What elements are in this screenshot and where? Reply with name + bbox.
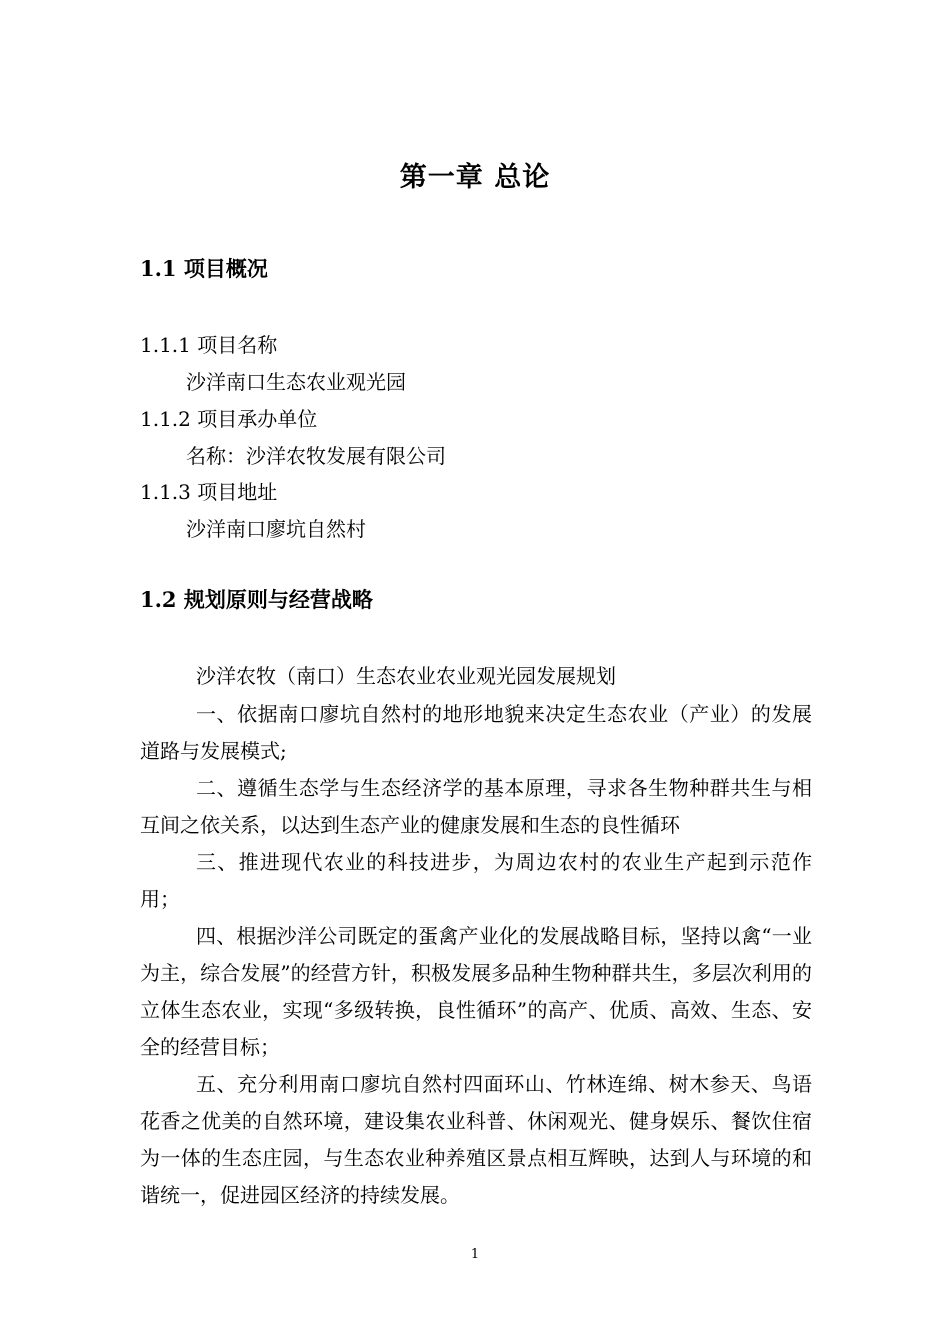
subsection-heading-1-1-3: 1.1.3 项目地址 [140,480,278,504]
subsection-heading-1-1-1: 1.1.1 项目名称 [140,333,278,357]
principle-paragraph-4: 四、根据沙洋公司既定的蛋禽产业化的发展战略目标，坚持以禽“一业为主，综合发展”的经营方针，积极发展多品种生物种群共生，多层次利用的立体生态农业，实现“多级转换，良性循环”的高产、优质、高效、生态、安全的经营目标； [140,924,812,1059]
principle-paragraph-5: 五、充分利用南口廖坑自然村四面环山、竹林连绵、树木参天、鸟语花香之优美的自然环境，建设集农业科普、休闲观光、健身娱乐、餐饮住宿为一体的生态庄园，与生态农业种养殖区景点相互辉映，达到人与环境的和谐统一，促进园区经济的持续发展。 [140,1072,812,1207]
principle-paragraph-3: 三、推进现代农业的科技进步，为周边农村的农业生产起到示范作用； [140,850,812,911]
page-number: 1 [470,1247,480,1262]
principle-paragraph-1: 一、依据南口廖坑自然村的地形地貌来决定生态农业（产业）的发展道路与发展模式; [140,702,812,763]
plan-intro: 沙洋农牧（南口）生态农业农业观光园发展规划 [196,664,616,688]
section-heading-1-2: 1.2 规划原则与经营战略 [140,587,373,612]
project-name-value: 沙洋南口生态农业观光园 [186,370,406,394]
subsection-heading-1-1-2: 1.1.2 项目承办单位 [140,407,318,431]
chapter-title: 第一章 总论 [399,162,551,193]
project-address-value: 沙洋南口廖坑自然村 [186,517,366,541]
section-heading-1-1: 1.1 项目概况 [140,256,268,281]
principle-paragraph-2: 二、遵循生态学与生态经济学的基本原理，寻求各生物种群共生与相互间之依关系，以达到生态产业的健康发展和生态的良性循环 [140,776,812,837]
project-organizer-value: 名称：沙洋农牧发展有限公司 [186,444,446,468]
